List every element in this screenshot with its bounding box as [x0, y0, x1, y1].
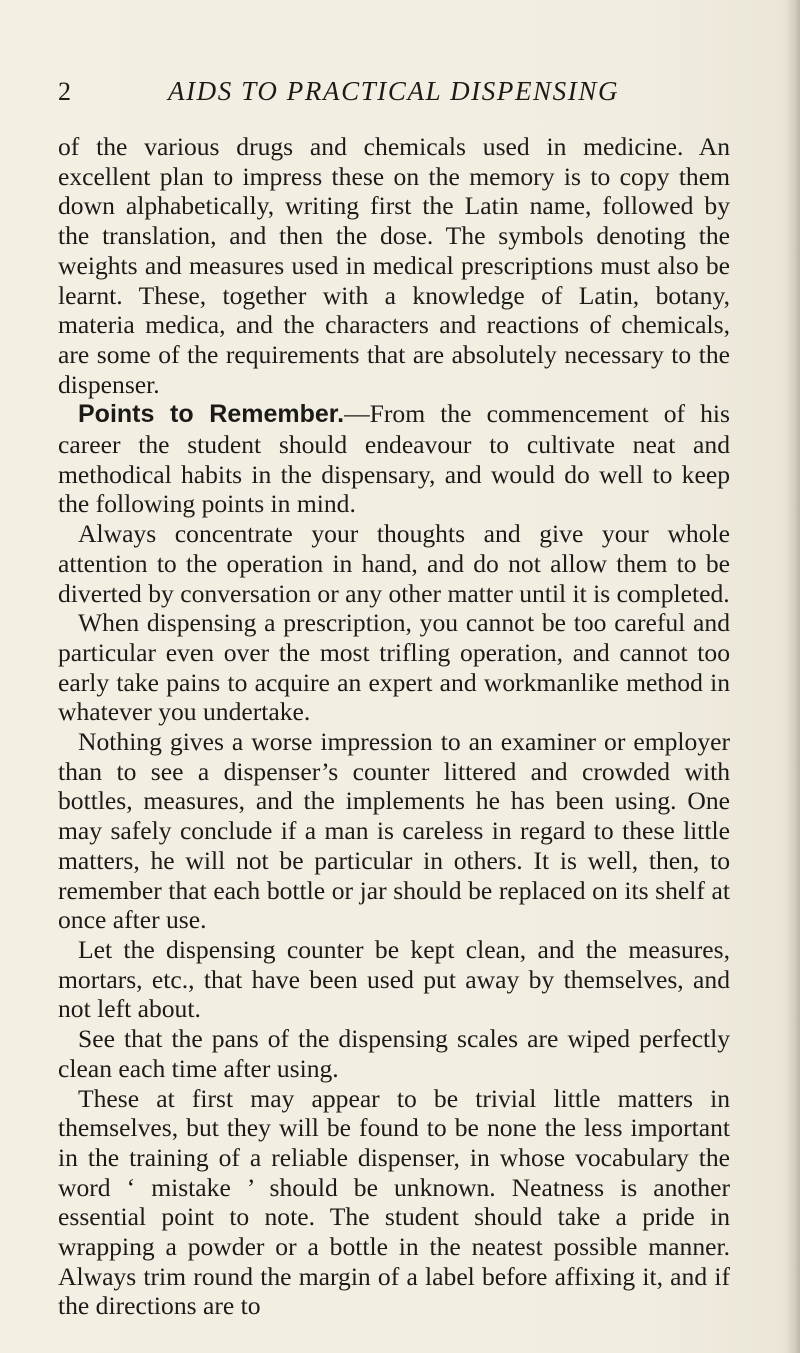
page-edge-shadow [786, 0, 800, 1353]
paragraph-concentrate: Always concentrate your thoughts and give your whole attention to the operation in hand, and do not allow them to be diverted by conversation or any other matter until it is completed. [58, 519, 730, 608]
running-title: AIDS TO PRACTICAL DISPENSING [168, 76, 620, 106]
paragraph-counter-tidiness: Nothing gives a worse impression to an examiner or employer than to see a dispenser’s counter littered and crowded with bottles, measures, and the implements he has been using. One may safely conclude if a man is careless in regard to these little matters, he will not be particular in others. It is well, then, to remember that each bottle or jar should be replaced on its shelf at once after use. [58, 727, 730, 935]
paragraph-continuation: of the various drugs and chemicals used in medicine. An excellent plan to impress these on the memory is to copy them down alphabetically, writing first the Latin name, followed by the translation, and then the dose. The symbols denoting the weights and measures used in medical prescriptions must also be learnt. These, together with a knowledge of Latin, botany, materia medica, and the characters and reactions of chemicals, are some of the requirements that are absolutely necessary to the dispenser. [58, 132, 730, 399]
section-heading: Points to Remember. [78, 400, 345, 429]
paragraph-neatness: These at first may appear to be trivial little matters in themselves, but they will be found to be none the less important in the training of a reliable dispenser, in whose vocabulary the word ‘ mistake ’ should be unknown. Neatness is another essential point to note. The student should take a pride in wrapping a powder or a bottle in the neatest possible manner. Always trim round the margin of a label before affixing it, and if the directions are to [58, 1083, 730, 1321]
paragraph-scales: See that the pans of the dispensing scales are wiped perfectly clean each time after using. [58, 1024, 730, 1083]
paragraph-dispensing-care: When dispensing a prescription, you cannot be too careful and particular even over the most trifling operation, and cannot too early take pains to acquire an expert and workmanlike method in whatever you undertake. [58, 608, 730, 727]
paragraph-points-to-remember [58, 399, 730, 519]
paragraph-counter-clean: Let the dispensing counter be kept clean, and the measures, mortars, etc., that have been used put away by themselves, and not left about. [58, 934, 730, 1024]
paragraph-text: —From the commencement of his career the student should endeavour to cultivate neat and methodical habits in the dispensary, and would do well to keep the following points in mind. [58, 399, 730, 519]
body-text [58, 132, 730, 1321]
running-header [58, 74, 768, 114]
page-number: 2 [58, 77, 71, 106]
